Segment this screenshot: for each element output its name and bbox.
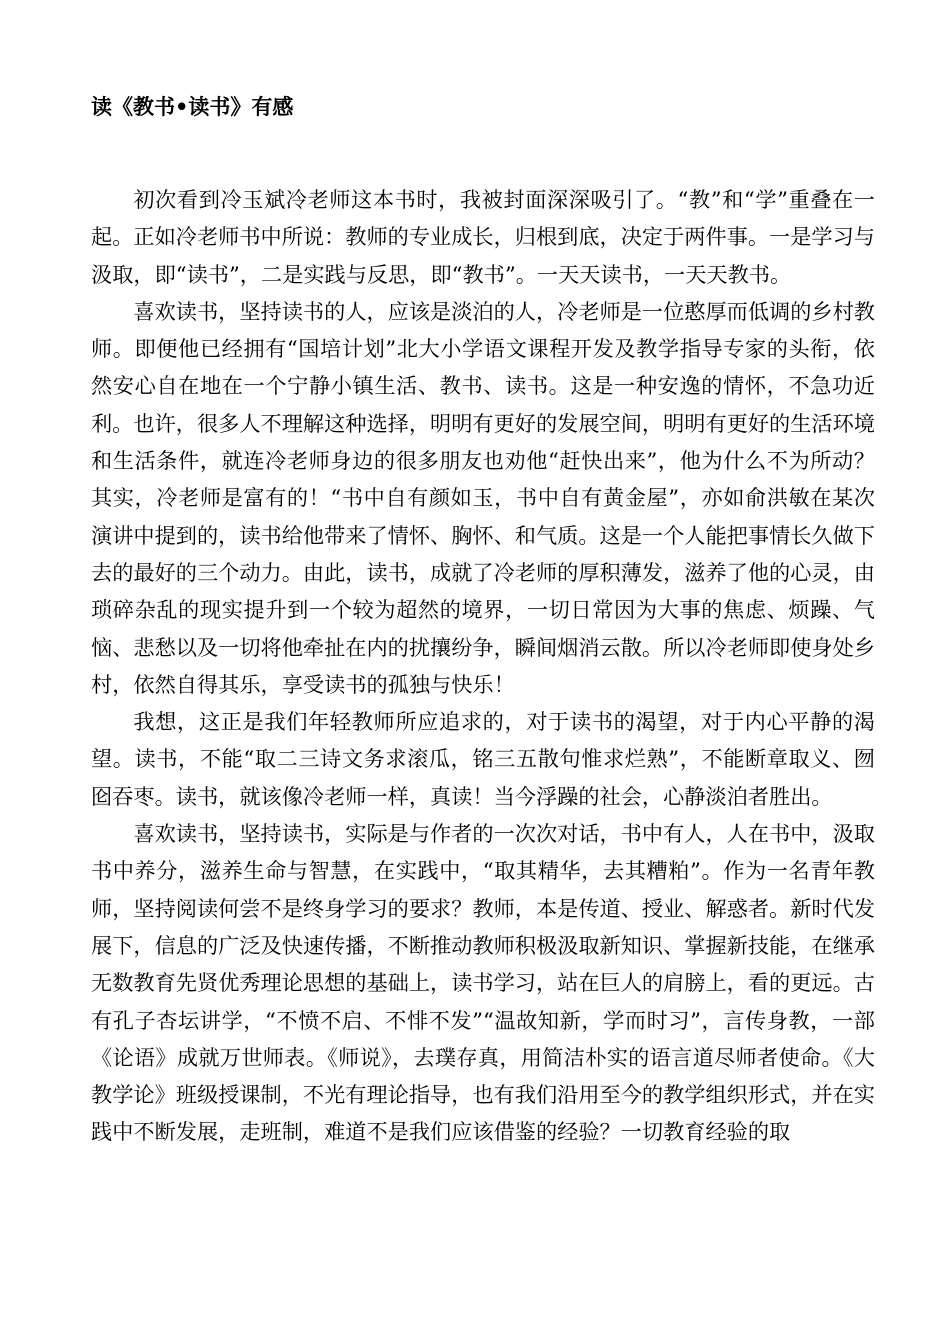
paragraph-1: 初次看到冷玉斌冷老师这本书时，我被封面深深吸引了。“教”和“学”重叠在一起。正如冷老师书中所说：教师的专业成长，归根到底，决定于两件事。一是学习与汲取，即“读书”，二是实践与反思，即“教书”。一天天读书，一天天教书。: [91, 187, 875, 287]
paragraph-2: 喜欢读书，坚持读书的人，应该是淡泊的人，冷老师是一位憨厚而低调的乡村教师。即便他已经拥有“国培计划”北大小学语文课程开发及教学指导专家的头衔，依然安心自在地在一个宁静小镇生活、教书、读书。这是一种安逸的情怀，不急功近利。也许，很多人不理解这种选择，明明有更好的发展空间，明明有更好的生活环境和生活条件，就连冷老师身边的很多朋友也劝他“赶快出来”，他为什么不为所动？其实，冷老师是富有的！“书中自有颜如玉，书中自有黄金屋”，亦如俞洪敏在某次演讲中提到的，读书给他带来了情怀、胸怀、和气质。这是一个人能把事情长久做下去的最好的三个动力。由此，读书，成就了冷老师的厚积薄发，滋养了他的心灵，由琐碎杂乱的现实提升到一个较为超然的境界，一切日常因为大事的焦虑、烦躁、气恼、悲愁以及一切将他牵扯在内的扰攘纷争，瞬间烟消云散。所以冷老师即使身处乡村，依然自得其乐，享受读书的孤独与快乐！: [91, 298, 875, 697]
paragraph-3: 我想，这正是我们年轻教师所应追求的，对于读书的渴望，对于内心平静的渴望。读书，不能“取二三诗文务求滚瓜，铭三五散句惟求烂熟”，不能断章取义、囫囵吞枣。读书，就该像冷老师一样，真读！当今浮躁的社会，心静淡泊者胜出。: [91, 709, 875, 809]
document-body: [91, 181, 875, 1151]
document-title: 读《教书•读书》有感: [91, 95, 294, 119]
paragraph-4: 喜欢读书，坚持读书，实际是与作者的一次次对话，书中有人，人在书中，汲取书中养分，滋养生命与智慧，在实践中，“取其精华，去其糟粕”。作为一名青年教师，坚持阅读何尝不是终身学习的要求？教师，本是传道、授业、解惑者。新时代发展下，信息的广泛及快速传播，不断推动教师积极汲取新知识、掌握新技能，在继承无数教育先贤优秀理论思想的基础上，读书学习，站在巨人的肩膀上，看的更远。古有孔子杏坛讲学，“不愤不启、不悱不发”“温故知新，学而时习”，言传身教，一部《论语》成就万世师表。《师说》，去璞存真，用简洁朴实的语言道尽师者使命。《大教学论》班级授课制，不光有理论指导，也有我们沿用至今的教学组织形式，并在实践中不断发展，走班制，难道不是我们应该借鉴的经验？一切教育经验的取: [91, 821, 875, 1145]
